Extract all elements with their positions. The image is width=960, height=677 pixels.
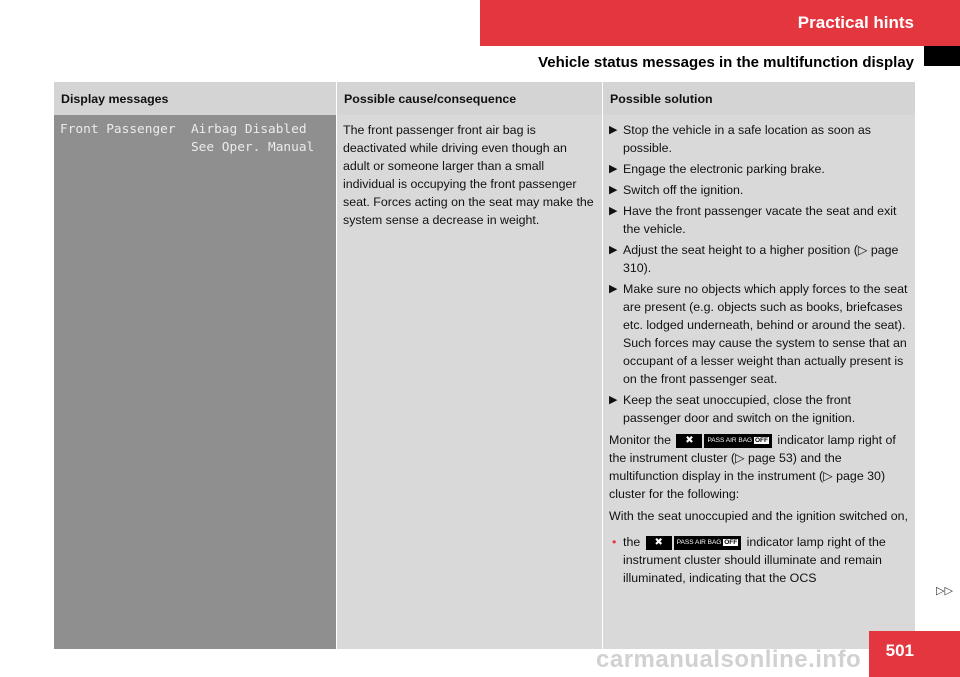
- list-item: [609, 280, 909, 388]
- seat-occupant-icon: ✖: [646, 536, 672, 550]
- step-arrow-icon: ▶: [609, 283, 618, 295]
- bullet-post: indicator lamp right of the instrument cluster should illuminate and remain illuminated, indicating that the OCS: [623, 535, 886, 585]
- page-number-tab: [869, 631, 960, 677]
- pass-air-bag-off-indicator: PASS AIR BAG OFF: [674, 536, 742, 550]
- list-item: [609, 121, 909, 157]
- table-row: [54, 115, 915, 649]
- section-title: Practical hints: [797, 13, 914, 32]
- step-arrow-icon: ▶: [609, 394, 618, 406]
- solution-steps: [609, 121, 909, 427]
- col-header-display-messages: Display messages: [54, 82, 337, 115]
- header-marker: [924, 46, 960, 66]
- section-tab: [480, 0, 960, 46]
- display-message-cell: Front Passenger Airbag Disabled See Oper. Manual: [54, 115, 337, 649]
- seat-occupant-icon: ✖: [676, 434, 702, 448]
- step-arrow-icon: ▶: [609, 124, 618, 136]
- pass-air-bag-off-indicator: PASS AIR BAG OFF: [704, 434, 772, 448]
- bullet-dot-icon: •: [612, 535, 617, 549]
- monitor-pre: Monitor the: [609, 433, 671, 447]
- solution-cell: [603, 115, 916, 649]
- page-subtitle: Vehicle status messages in the multifunction display: [538, 54, 914, 71]
- col-header-solution: Possible solution: [603, 82, 916, 115]
- list-item: [609, 202, 909, 238]
- list-item: [609, 160, 909, 178]
- step-arrow-icon: ▶: [609, 163, 618, 175]
- step-text: Have the front passenger vacate the seat and exit the vehicle.: [623, 204, 897, 236]
- watermark: carmanualsonline.info: [596, 646, 862, 673]
- step-arrow-icon: ▶: [609, 205, 618, 217]
- list-item: [609, 241, 909, 277]
- bullet-pre: the: [623, 535, 641, 549]
- list-item: [609, 181, 909, 199]
- cause-text: The front passenger front air bag is deactivated while driving even though an adult or someone larger than a small individual is occupying the front passenger seat. Forces acting on the seat may make the system sense a decrease in weight.: [343, 123, 594, 227]
- seat-unoccupied-text: With the seat unoccupied and the ignition switched on,: [609, 509, 908, 523]
- step-text: Stop the vehicle in a safe location as soon as possible.: [623, 123, 871, 155]
- airbag-off-lamp-icon: [676, 434, 772, 448]
- step-text: Switch off the ignition.: [623, 183, 744, 197]
- table-header-row: [54, 82, 915, 115]
- continued-marker: ▷▷: [936, 585, 953, 597]
- step-arrow-icon: ▶: [609, 184, 618, 196]
- step-arrow-icon: ▶: [609, 244, 618, 256]
- monitor-post: indicator lamp right of the instrument cluster (▷ page 53) and the multifunction display in the instrument (▷ page 30) cluster for the following:: [609, 433, 896, 501]
- step-text: Engage the electronic parking brake.: [623, 162, 825, 176]
- list-item: [609, 391, 909, 427]
- airbag-off-lamp-icon: [646, 536, 742, 550]
- cause-cell: [337, 115, 603, 649]
- col-header-cause: Possible cause/consequence: [337, 82, 603, 115]
- list-item: [609, 533, 909, 587]
- step-text: Adjust the seat height to a higher position (▷ page 310).: [623, 243, 899, 275]
- step-text: Make sure no objects which apply forces to the seat are present (e.g. objects such as books, briefcases etc. lodged underneath, behind or around the seat). Such forces may cause the system to sense that an occupant of a lesser weight than actually present is on the front passenger seat.: [623, 282, 908, 386]
- status-message-table: [54, 82, 915, 649]
- page-number: 501: [885, 641, 914, 660]
- monitor-paragraph: [609, 431, 909, 503]
- step-text: Keep the seat unoccupied, close the front passenger door and switch on the ignition.: [623, 393, 856, 425]
